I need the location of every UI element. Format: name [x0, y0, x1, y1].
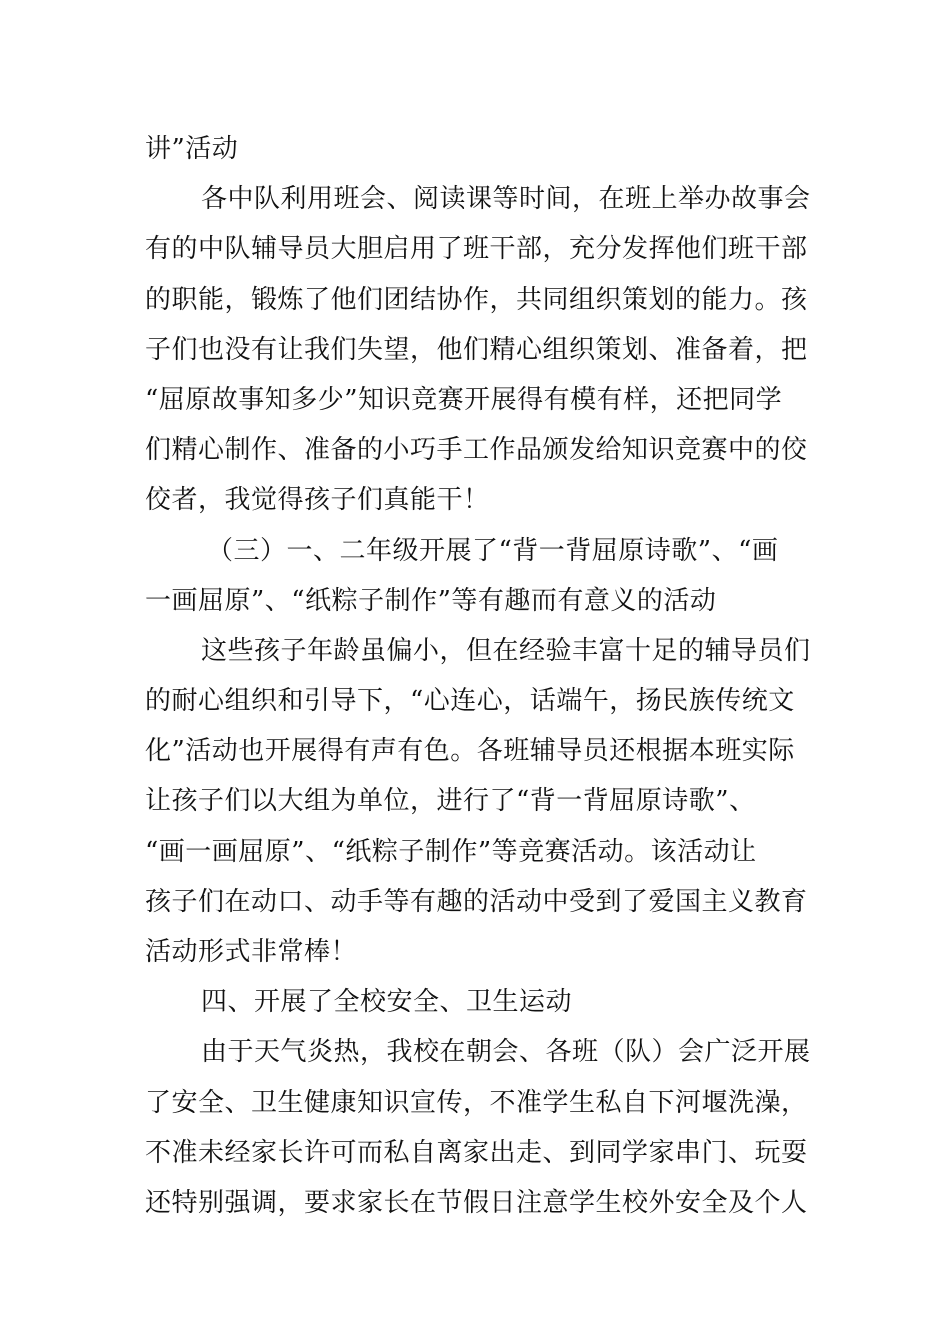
text-line: 活动形式非常棒！: [145, 937, 358, 967]
body-text: [145, 124, 810, 1228]
text-line: 佼者，我觉得孩子们真能干！: [145, 485, 490, 516]
section-heading-line: 一画屈原”、“纸粽子制作”等有趣而有意义的活动: [145, 585, 717, 616]
text-line: 了安全、卫生健康知识宣传，不准学生私自下河堰洗澡，: [145, 1087, 808, 1118]
text-line: 们精心制作、准备的小巧手工作品颁发给知识竞赛中的佼: [145, 435, 808, 466]
text-line: 有的中队辅导员大胆启用了班干部，充分发挥他们班干部: [145, 234, 808, 265]
text-line: “屈原故事知多少”知识竞赛开展得有模有样，还把同学: [145, 384, 783, 415]
section-heading-line: （三）一、二年级开展了“背一背屈原诗歌”、“画: [207, 535, 779, 566]
text-line: 化”活动也开展得有声有色。各班辅导员还根据本班实际: [145, 736, 795, 767]
text-line: “画一画屈原”、“纸粽子制作”等竞赛活动。该活动让: [145, 836, 757, 867]
text-line: 还特别强调，要求家长在节假日注意学生校外安全及个人: [145, 1187, 808, 1218]
text-line: 的职能，锻炼了他们团结协作，共同组织策划的能力。孩: [145, 284, 808, 315]
text-line: 孩子们在动口、动手等有趣的活动中受到了爱国主义教育: [145, 886, 808, 917]
text-line: 的耐心组织和引导下，“心连心，话端午，扬民族传统文: [145, 686, 795, 717]
text-line: 讲”活动: [145, 134, 239, 164]
section-heading-line: 四、开展了全校安全、卫生运动: [201, 987, 573, 1018]
text-line: 不准未经家长许可而私自离家出走、到同学家串门、玩耍: [145, 1137, 808, 1168]
paragraph-start-line: 各中队利用班会、阅读课等时间，在班上举办故事会: [201, 184, 811, 215]
text-line: 让孩子们以大组为单位，进行了“背一背屈原诗歌”、: [145, 786, 756, 817]
paragraph-start-line: 这些孩子年龄虽偏小，但在经验丰富十足的辅导员们: [201, 635, 811, 666]
paragraph-start-line: 由于天气炎热，我校在朝会、各班（队）会广泛开展: [201, 1037, 811, 1068]
text-line: 子们也没有让我们失望，他们精心组织策划、准备着，把: [145, 334, 808, 365]
